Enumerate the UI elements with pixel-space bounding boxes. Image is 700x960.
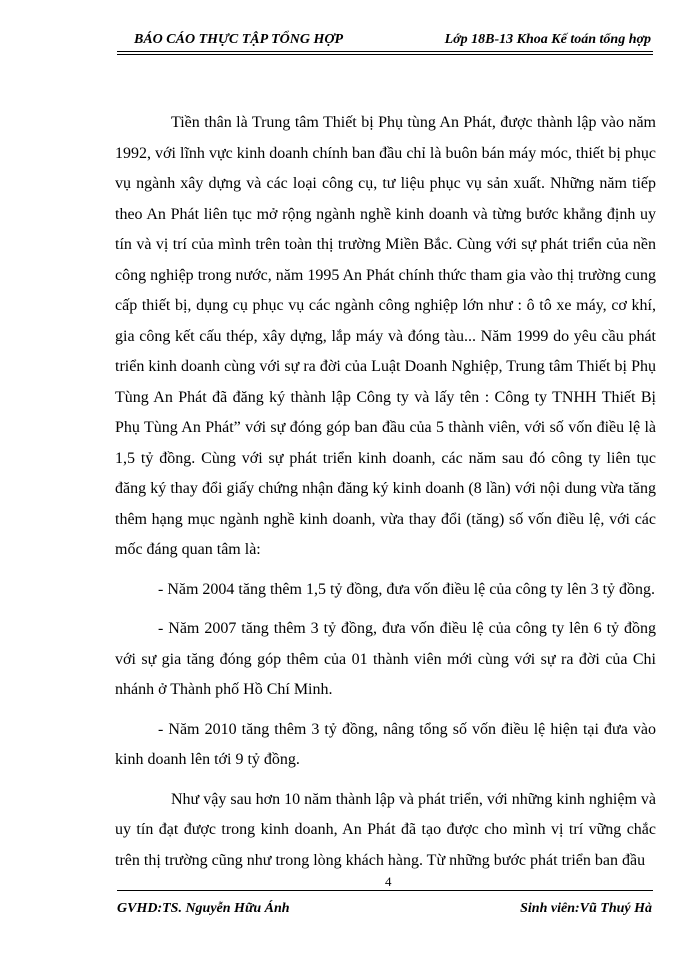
bullet-2004: - Năm 2004 tăng thêm 1,5 tỷ đồng, đưa vốn điều lệ của công ty lên 3 tỷ đồng. [158, 580, 656, 598]
header-rule [117, 51, 653, 52]
bullet-2010: - Năm 2010 tăng thêm 3 tỷ đồng, nâng tổng số vốn điều lệ hiện tại đưa vào kinh doanh lên tới 9 tỷ đồng. [115, 720, 656, 768]
bullet-2007: - Năm 2007 tăng thêm 3 tỷ đồng, đưa vốn điều lệ của công ty lên 6 tỷ đồng với sự gia tăng đóng góp thêm của 01 thành viên mới cùng với sự ra đời của Chi nhánh ở Thành phố Hồ Chí Minh. [115, 620, 656, 698]
header-class-info: Lớp 18B-13 Khoa Kế toán tổng hợp [444, 32, 651, 47]
header-rule-secondary [117, 54, 653, 55]
footer-supervisor: GVHD:TS. Nguyễn Hữu Ánh [117, 901, 290, 916]
header-report-title: BÁO CÁO THỰC TẬP TỔNG HỢP [134, 32, 344, 47]
page-footer [117, 901, 652, 919]
page-number: 4 [385, 874, 392, 889]
page-header [117, 30, 651, 50]
paragraph-summary: Như vậy sau hơn 10 năm thành lập và phát triển, với những kinh nghiệm và uy tín đạt được trong kinh doanh, An Phát đã tạo được cho mình vị trí vững chắc trên thị trường cũng như trong lòng khách hàng. Từ những bước phát triển ban đầu [115, 790, 656, 869]
document-body [115, 108, 656, 876]
paragraph-intro: Tiền thân là Trung tâm Thiết bị Phụ tùng An Phát, được thành lập vào năm 1992, với lĩnh vực kinh doanh chính ban đầu chỉ là buôn bán máy móc, thiết bị phục vụ ngành xây dựng và các loại công cụ, tư liệu phục vụ sản xuất. Những năm tiếp theo An Phát liên tục mở rộng ngành nghề kinh doanh và từng bước khẳng định uy tín và vị trí của mình trên toàn thị trường Miền Bắc. Cùng với sự phát triển của nền công nghiệp trong nước, năm 1995 An Phát chính thức tham gia vào thị trường cung cấp thiết bị, dụng cụ phục vụ các ngành công nghiệp lớn như : ô tô xe máy, cơ khí, gia công kết cấu thép, xây dựng, lắp máy và đóng tàu... Năm 1999 do yêu cầu phát triển kinh doanh cùng với sự ra đời của Luật Doanh Nghiệp, Trung tâm Thiết bị Phụ Tùng An Phát đã đăng ký thành lập Công ty và lấy tên : Công ty TNHH Thiết Bị Phụ Tùng An Phát” với sự đóng góp ban đầu của 5 thành viên, với số vốn điều lệ là 1,5 tỷ đồng. Cùng với sự phát triển kinh doanh, các năm sau đó công ty liên tục đăng ký thay đổi giấy chứng nhận đăng ký kinh doanh (8 lần) với nội dung vừa tăng thêm hạng mục ngành nghề kinh doanh, vừa thay đổi (tăng) số vốn điều lệ, với các mốc đáng quan tâm là: [115, 114, 656, 558]
footer-rule [117, 890, 653, 891]
footer-student: Sinh viên:Vũ Thuý Hà [520, 901, 652, 916]
